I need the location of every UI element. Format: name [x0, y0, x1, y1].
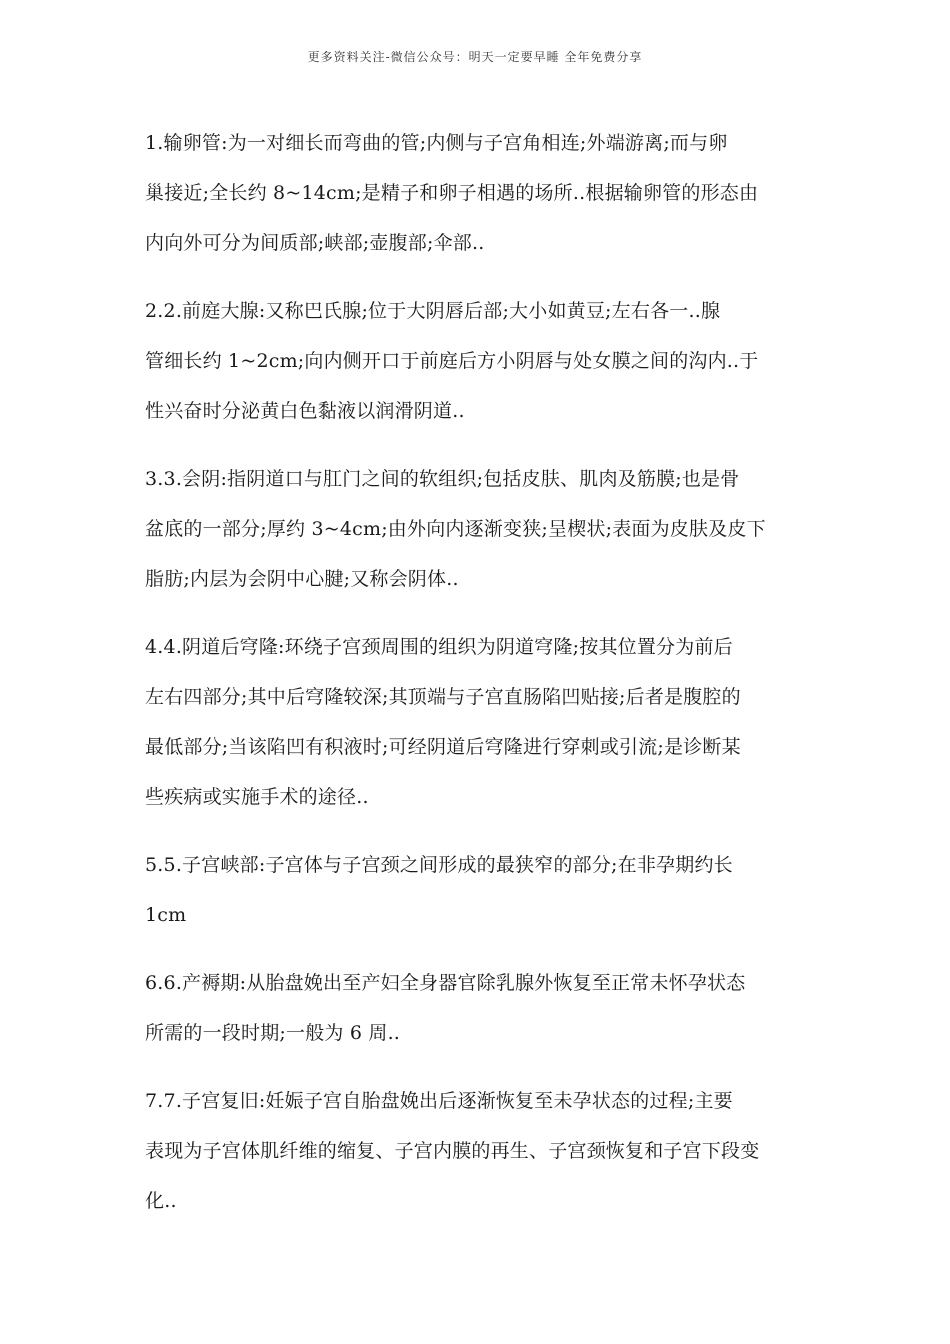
paragraph-line: 1.输卵管:为一对细长而弯曲的管;内侧与子宫角相连;外端游离;而与卵 [145, 132, 728, 154]
paragraph-line: 1cm [145, 904, 187, 926]
paragraph-line: 脂肪;内层为会阴中心腱;又称会阴体.. [145, 568, 459, 590]
paragraph-line: 巢接近;全长约 8~14cm;是精子和卵子相遇的场所..根据输卵管的形态由 [145, 182, 759, 204]
paragraph-line: 所需的一段时期;一般为 6 周.. [145, 1022, 401, 1044]
paragraph-5 [145, 840, 815, 940]
paragraph-line: 7.7.子宫复旧:妊娠子宫自胎盘娩出后逐渐恢复至未孕状态的过程;主要 [145, 1090, 733, 1112]
paragraph-2 [145, 286, 815, 436]
paragraph-4 [145, 622, 815, 822]
paragraph-line: 管细长约 1~2cm;向内侧开口于前庭后方小阴唇与处女膜之间的沟内..于 [145, 350, 759, 372]
document-body [145, 118, 815, 1244]
paragraph-line: 最低部分;当该陷凹有积液时;可经阴道后穹隆进行穿刺或引流;是诊断某 [145, 736, 741, 758]
paragraph-line: 左右四部分;其中后穹隆较深;其顶端与子宫直肠陷凹贴接;后者是腹腔的 [145, 686, 741, 708]
paragraph-line: 性兴奋时分泌黄白色黏液以润滑阴道.. [145, 400, 465, 422]
paragraph-3 [145, 454, 815, 604]
paragraph-line: 4.4.阴道后穹隆:环绕子宫颈周围的组织为阴道穹隆;按其位置分为前后 [145, 636, 733, 658]
paragraph-line: 表现为子宫体肌纤维的缩复、子宫内膜的再生、子宫颈恢复和子宫下段变 [145, 1140, 760, 1162]
paragraph-line: 些疾病或实施手术的途径.. [145, 786, 369, 808]
paragraph-1 [145, 118, 815, 268]
paragraph-line: 化.. [145, 1190, 177, 1212]
paragraph-line: 3.3.会阴:指阴道口与肛门之间的软组织;包括皮肤、肌肉及筋膜;也是骨 [145, 468, 740, 490]
paragraph-line: 2.2.前庭大腺:又称巴氏腺;位于大阴唇后部;大小如黄豆;左右各一..腺 [145, 300, 721, 322]
paragraph-line: 6.6.产褥期:从胎盘娩出至产妇全身器官除乳腺外恢复至正常未怀孕状态 [145, 972, 746, 994]
paragraph-line: 5.5.子宫峡部:子宫体与子宫颈之间形成的最狭窄的部分;在非孕期约长 [145, 854, 733, 876]
paragraph-7 [145, 1076, 815, 1226]
paragraph-6 [145, 958, 815, 1058]
paragraph-line: 盆底的一部分;厚约 3~4cm;由外向内逐渐变狭;呈楔状;表面为皮肤及皮下 [145, 518, 766, 540]
paragraph-line: 内向外可分为间质部;峡部;壶腹部;伞部.. [145, 232, 485, 254]
page-header: 更多资料关注-微信公众号：明天一定要早睡 全年免费分享 [307, 50, 643, 64]
